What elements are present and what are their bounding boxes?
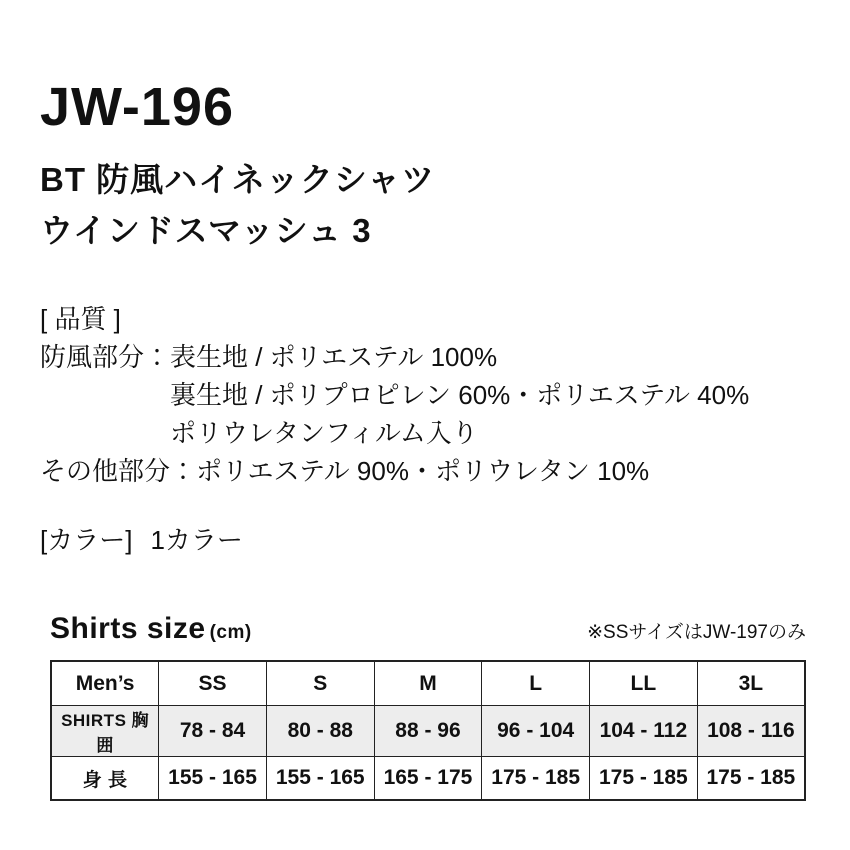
product-name-line1: BT 防風ハイネックシャツ [40,161,436,198]
height-value-l: 175 - 185 [482,756,590,800]
quality-other-value: ポリエステル 90%・ポリウレタン 10% [196,456,650,487]
size-column-m: M [374,661,482,705]
size-column-l: L [482,661,590,705]
quality-heading: [ 品質 ] [40,304,121,335]
height-value-ss: 155 - 165 [159,756,267,800]
size-column-ss: SS [159,661,267,705]
height-value-m: 165 - 175 [374,756,482,800]
height-row-label: 身 長 [51,756,159,800]
height-value-3l: 175 - 185 [697,756,805,800]
size-table [50,660,806,801]
size-chart-title [50,612,252,646]
size-chart-title-text: Shirts size [50,612,206,646]
size-chart-header [40,612,810,646]
height-value-s: 155 - 165 [266,756,374,800]
chest-value-ss: 78 - 84 [159,705,267,756]
product-model: JW-196 [40,77,234,137]
quality-other-row [40,452,810,490]
chest-value-ll: 104 - 112 [590,705,698,756]
chest-value-l: 96 - 104 [482,705,590,756]
size-column-ll: LL [590,661,698,705]
size-column-s: S [266,661,374,705]
product-name [40,154,810,256]
quality-other-label: その他部分： [40,456,197,487]
color-value: 1カラー [150,525,243,556]
size-table-corner-label: Men’s [51,661,159,705]
product-name-line2: ウインドスマッシュ 3 [40,212,372,250]
quality-section [40,300,810,490]
chest-value-3l: 108 - 116 [697,705,805,756]
height-value-ll: 175 - 185 [590,756,698,800]
quality-windproof-values [170,338,749,452]
size-chart-note: ※SSサイズはJW-197のみ [587,622,806,644]
size-table-chest-row [51,705,805,756]
quality-windproof-line3: ポリウレタンフィルム入り [170,418,478,449]
quality-windproof-line1: 表生地 / ポリエステル 100% [170,342,498,373]
size-chart-unit: (cm) [209,622,252,644]
quality-windproof-row [40,338,810,452]
color-section [40,522,810,558]
size-column-3l: 3L [697,661,805,705]
quality-windproof-label: 防風部分： [40,342,171,373]
chest-value-m: 88 - 96 [374,705,482,756]
quality-windproof-line2: 裏生地 / ポリプロピレン 60%・ポリエステル 40% [170,380,750,411]
chest-row-label: SHIRTS 胸囲 [51,705,159,756]
size-table-header-row [51,661,805,705]
chest-value-s: 80 - 88 [266,705,374,756]
color-label: [カラー] [40,525,133,556]
size-table-height-row [51,756,805,800]
